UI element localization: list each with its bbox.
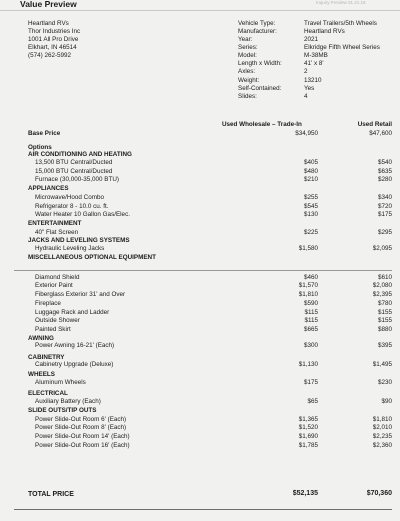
vehicle-field-value: Elkridge Fifth Wheel Series xyxy=(304,44,380,51)
vehicle-field-label: Slides: xyxy=(238,93,257,100)
option-label: Power Slide-Out Room 8' (Each) xyxy=(35,424,127,431)
dealer-city: Elkhart, IN 46514 xyxy=(28,44,77,51)
option-label: Cabinetry Upgrade (Deluxe) xyxy=(35,361,114,368)
option-retail-value: $395 xyxy=(377,342,392,349)
dealer-name: Heartland RVs xyxy=(28,20,69,27)
option-label: Power Awning 16-21' (Each) xyxy=(35,342,115,349)
base-price-label: Base Price xyxy=(28,130,61,137)
option-retail-value: $90 xyxy=(381,398,392,405)
option-wholesale-value: $1,570 xyxy=(298,282,318,289)
option-label: Diamond Shield xyxy=(35,274,80,281)
category-heading: MISCELLANEOUS OPTIONAL EQUIPMENT xyxy=(28,254,156,261)
option-label: 40" Flat Screen xyxy=(35,229,79,236)
option-label: Power Slide-Out Room 14' (Each) xyxy=(35,433,130,440)
total-rule xyxy=(14,509,392,510)
option-wholesale-value: $115 xyxy=(304,317,318,324)
dealer-phone: (574) 262-5992 xyxy=(28,52,72,59)
dealer-address: 1001 All Pro Drive xyxy=(28,36,79,43)
category-heading: ENTERTAINMENT xyxy=(28,220,82,227)
options-label: Options xyxy=(28,144,52,151)
option-retail-value: $780 xyxy=(377,300,392,307)
option-wholesale-value: $175 xyxy=(303,379,318,386)
option-retail-value: $1,810 xyxy=(372,416,392,423)
category-heading: ELECTRICAL xyxy=(28,390,68,397)
vehicle-field-value: Yes xyxy=(304,85,315,92)
option-wholesale-value: $65 xyxy=(307,398,318,405)
vehicle-field-value: 2 xyxy=(304,68,308,75)
option-label: Fiberglass Exterior 31' and Over xyxy=(35,291,126,298)
option-label: Power Slide-Out Room 6' (Each) xyxy=(35,416,127,423)
vehicle-field-value: M-38MB xyxy=(304,52,328,59)
option-wholesale-value: $1,580 xyxy=(298,245,318,252)
option-label: Luggage Rack and Ladder xyxy=(35,309,110,316)
base-price-wholesale: $34,950 xyxy=(295,130,318,137)
vehicle-field-value: 2021 xyxy=(304,36,319,43)
option-wholesale-value: $210 xyxy=(303,176,318,183)
option-retail-value: $295 xyxy=(377,229,392,236)
category-heading: AIR CONDITIONING AND HEATING xyxy=(28,151,132,158)
total-label: TOTAL PRICE xyxy=(28,491,74,498)
option-label: Aluminum Wheels xyxy=(35,379,86,386)
option-retail-value: $2,360 xyxy=(372,442,392,449)
vehicle-field-value: 4 xyxy=(304,93,308,100)
vehicle-field-label: Year: xyxy=(238,36,253,43)
option-wholesale-value: $300 xyxy=(303,342,318,349)
option-label: Auxiliary Battery (Each) xyxy=(35,398,101,405)
col-header-retail: Used Retail xyxy=(357,121,392,128)
option-label: Furnace (30,000-35,000 BTU) xyxy=(35,176,120,183)
option-label: Fireplace xyxy=(35,300,61,307)
category-heading: SLIDE OUTS/TIP OUTS xyxy=(28,407,97,414)
page-title: Value Preview xyxy=(20,0,77,9)
category-heading: APPLIANCES xyxy=(28,185,69,192)
option-retail-value: $155 xyxy=(377,309,392,316)
vehicle-field-label: Vehicle Type: xyxy=(238,20,276,27)
vehicle-field-label: Self-Contained: xyxy=(238,85,282,92)
option-wholesale-value: $1,130 xyxy=(298,361,318,368)
option-label: Hydraulic Leveling Jacks xyxy=(35,245,105,252)
section-rule xyxy=(14,270,392,271)
corner-note: Inquiry Preview 01.21.18 xyxy=(316,0,366,5)
option-label: Refrigerator 8 - 10.0 cu. ft. xyxy=(35,203,109,210)
option-label: Water Heater 10 Gallon Gas/Elec. xyxy=(35,211,130,218)
option-wholesale-value: $225 xyxy=(303,229,318,236)
col-header-wholesale: Used Wholesale – Trade-In xyxy=(222,121,302,128)
category-heading: AWNING xyxy=(28,335,54,342)
dealer-company: Thor Industries Inc xyxy=(28,28,81,35)
option-wholesale-value: $115 xyxy=(304,309,318,316)
option-wholesale-value: $1,690 xyxy=(298,433,318,440)
option-retail-value: $720 xyxy=(377,203,392,210)
total-wholesale: $52,135 xyxy=(292,490,318,497)
option-wholesale-value: $255 xyxy=(303,194,318,201)
option-label: Painted Skirt xyxy=(35,326,71,333)
option-retail-value: $2,095 xyxy=(372,245,392,252)
vehicle-field-label: Model: xyxy=(238,52,257,59)
option-wholesale-value: $480 xyxy=(303,168,318,175)
base-price-retail: $47,600 xyxy=(369,130,392,137)
vehicle-field-label: Series: xyxy=(238,44,258,51)
option-wholesale-value: $130 xyxy=(303,211,318,218)
vehicle-field-label: Axles: xyxy=(238,68,256,75)
vehicle-field-label: Weight: xyxy=(238,77,260,84)
option-wholesale-value: $460 xyxy=(303,274,318,281)
option-retail-value: $880 xyxy=(377,326,392,333)
option-retail-value: $175 xyxy=(377,211,392,218)
vehicle-field-value: Heartland RVs xyxy=(304,28,345,35)
option-label: 13,500 BTU Central/Ducted xyxy=(35,159,113,166)
option-retail-value: $2,010 xyxy=(372,424,392,431)
option-retail-value: $2,080 xyxy=(372,282,392,289)
vehicle-field-label: Manufacturer: xyxy=(238,28,277,35)
option-retail-value: $635 xyxy=(377,168,392,175)
vehicle-field-value: 13210 xyxy=(304,77,322,84)
option-retail-value: $340 xyxy=(377,194,392,201)
option-wholesale-value: $590 xyxy=(303,300,318,307)
option-retail-value: $155 xyxy=(377,317,392,324)
option-label: Exterior Paint xyxy=(35,282,73,289)
option-label: Power Slide-Out Room 16' (Each) xyxy=(35,442,130,449)
vehicle-field-label: Length x Width: xyxy=(238,60,282,67)
total-retail: $70,360 xyxy=(366,490,392,497)
option-retail-value: $610 xyxy=(377,274,392,281)
option-label: Outside Shower xyxy=(35,317,80,324)
option-retail-value: $2,235 xyxy=(372,433,392,440)
option-wholesale-value: $1,520 xyxy=(298,424,318,431)
category-heading: JACKS AND LEVELING SYSTEMS xyxy=(28,237,130,244)
option-wholesale-value: $545 xyxy=(303,203,318,210)
option-wholesale-value: $405 xyxy=(303,159,318,166)
option-wholesale-value: $1,365 xyxy=(298,416,318,423)
vehicle-field-value: 41' x 8' xyxy=(304,60,324,67)
category-heading: WHEELS xyxy=(28,371,55,378)
option-label: Microwave/Hood Combo xyxy=(35,194,104,201)
option-wholesale-value: $1,785 xyxy=(298,442,318,449)
option-retail-value: $2,395 xyxy=(372,291,392,298)
option-retail-value: $1,495 xyxy=(372,361,392,368)
option-retail-value: $540 xyxy=(377,159,392,166)
option-retail-value: $230 xyxy=(377,379,392,386)
option-wholesale-value: $1,810 xyxy=(298,291,318,298)
option-retail-value: $280 xyxy=(377,176,392,183)
vehicle-field-value: Travel Trailers/5th Wheels xyxy=(304,20,377,27)
option-wholesale-value: $665 xyxy=(303,326,318,333)
header-rule xyxy=(0,10,400,11)
category-heading: CABINETRY xyxy=(28,354,65,361)
option-label: 15,000 BTU Central/Ducted xyxy=(35,168,113,175)
